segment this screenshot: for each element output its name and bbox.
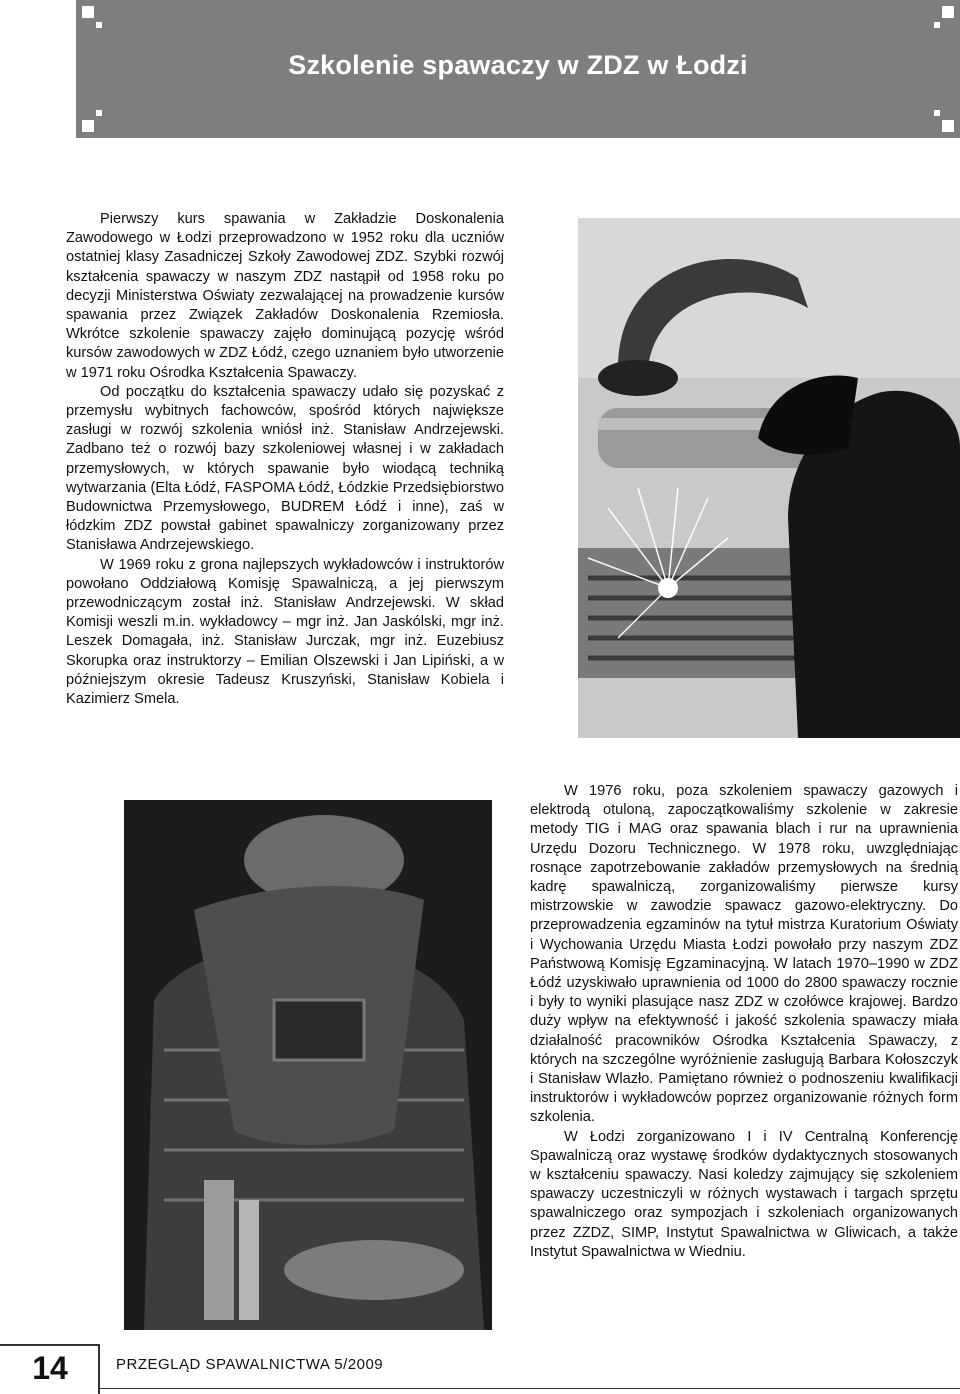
corner-decoration xyxy=(934,22,940,28)
corner-decoration xyxy=(96,22,102,28)
welding-mask-photo xyxy=(124,800,492,1330)
corner-decoration xyxy=(96,110,102,116)
paragraph: W Łodzi zorganizowano I i IV Centralną Konferencję Spawalniczą oraz wystawę środków dydaktycznych stosowanych w kształceniu spawaczy. Nasi koledzy zajmujący się szkoleniem spawaczy uczestniczyli w różnych wystawach i targach sprzętu spawalniczego oraz sympozjach i szkoleniach organizowanych przez ZZDZ, SIMP, Instytut Spawalnictwa w Gliwicach, a także Instytut Spawalnictwa w Wiedniu. xyxy=(530,1128,958,1260)
page-number: 14 xyxy=(32,1350,68,1386)
corner-decoration xyxy=(934,110,940,116)
left-text-column xyxy=(66,210,504,709)
paragraph: Od początku do kształcenia spawaczy udało się pozyskać z przemysłu wybitnych fachowców, spośród których największe zasługi w rozwój szkolenia wniósł inż. Stanisław Andrzejewski. Zadbano też o rozwój bazy szkoleniowej własnej i w zakładach przemysłowych, w których spawanie było wiodącą techniką wytwarzania (Elta Łódź, FASPOMA Łódź, Łódzkie Przedsiębiorstwo Budownictwa Przemysłowego, BUDREM Łódź i inne), zaś w łódzkim ZDZ powstał gabinet spawalniczy zorganizowany przez Stanisława Andrzejewskiego. xyxy=(66,383,504,554)
right-text-column xyxy=(530,782,958,1262)
paragraph: W 1969 roku z grona najlepszych wykładowców i instruktorów powołano Oddziałową Komisję Spawalniczą, a jej pierwszym przewodniczącym został inż. Stanisław Andrzejewski. W skład Komisji weszli m.in. wykładowcy – mgr inż. Jan Jaskólski, mgr inż. Leszek Domagała, inż. Stanisław Jurczak, mgr inż. Euzebiusz Skorupka oraz instruktorzy – Emilian Olszewski i Jan Lipiński, a w późniejszym okresie Tadeusz Kruszyński, Stanisław Kobiela i Kazimierz Smela. xyxy=(66,556,504,708)
welder-photo-illustration xyxy=(578,218,960,738)
paragraph: Pierwszy kurs spawania w Zakładzie Doskonalenia Zawodowego w Łodzi przeprowadzono w 1952 roku dla uczniów ostatniej klasy Zasadniczej Szkoły Zawodowej ZDZ. Szybki rozwój kształcenia spawaczy w naszym ZDZ nastąpił od 1958 roku po decyzji Ministerstwa Oświaty zezwalającej na prowadzenie kursów spawania przez Związek Zakładów Doskonalenia Rzemiosła. Wkrótce szkolenie spawaczy zajęło dominującą pozycję wśród kursów zawodowych w ZDZ Łódź, czego uznaniem było utworzenie w 1971 roku Ośrodka Kształcenia Spawaczy. xyxy=(66,211,504,381)
title-banner xyxy=(76,0,960,138)
page-title: Szkolenie spawaczy w ZDZ w Łodzi xyxy=(288,50,748,80)
welder-photo xyxy=(578,218,960,738)
paragraph: W 1976 roku, poza szkoleniem spawaczy gazowych i elektrodą otuloną, zapoczątkowaliśmy szkolenie w zakresie metody TIG i MAG oraz spawania blach i rur na uprawnienia Urzędu Dozoru Technicznego. W 1978 roku, uwzględniając rosnące zapotrzebowanie zakładów przemysłowych na średnią kadrę spawalniczą, zorganizowaliśmy pierwsze kursy mistrzowskie w zawodzie spawacz gazowo-elektryczny. Do przeprowadzenia egzaminów na tytuł mistrza Kuratorium Oświaty i Wychowania Urzędu Miasta Łodzi powołało przy naszym ZDZ Państwową Komisję Egzaminacyjną. W latach 1970–1990 w ZDZ Łódź uzyskiwało uprawnienia od 1000 do 2800 spawaczy rocznie i były to wyniki plasujące nasz ZDZ w czołówce krajowej. Bardzo duży wpływ na efektywność i jakość szkolenia spawaczy miała działalność pracowników Ośrodka Kształcenia Spawaczy, z których na szczególne wyróżnienie zasługują Barbara Kołoszczyk i Stanisław Wlazło. Pamiętano również o podnoszeniu kwalifikacji instruktorów i wykładowców poprzez organizowanie różnych form szkolenia. xyxy=(530,783,958,1126)
journal-title: PRZEGLĄD SPAWALNICTWA 5/2009 xyxy=(116,1356,384,1373)
corner-decoration xyxy=(942,6,954,18)
corner-decoration xyxy=(82,6,94,18)
corner-decoration xyxy=(942,120,954,132)
welding-mask-photo-illustration xyxy=(124,800,492,1330)
corner-decoration xyxy=(82,120,94,132)
footer-divider xyxy=(100,1388,960,1389)
